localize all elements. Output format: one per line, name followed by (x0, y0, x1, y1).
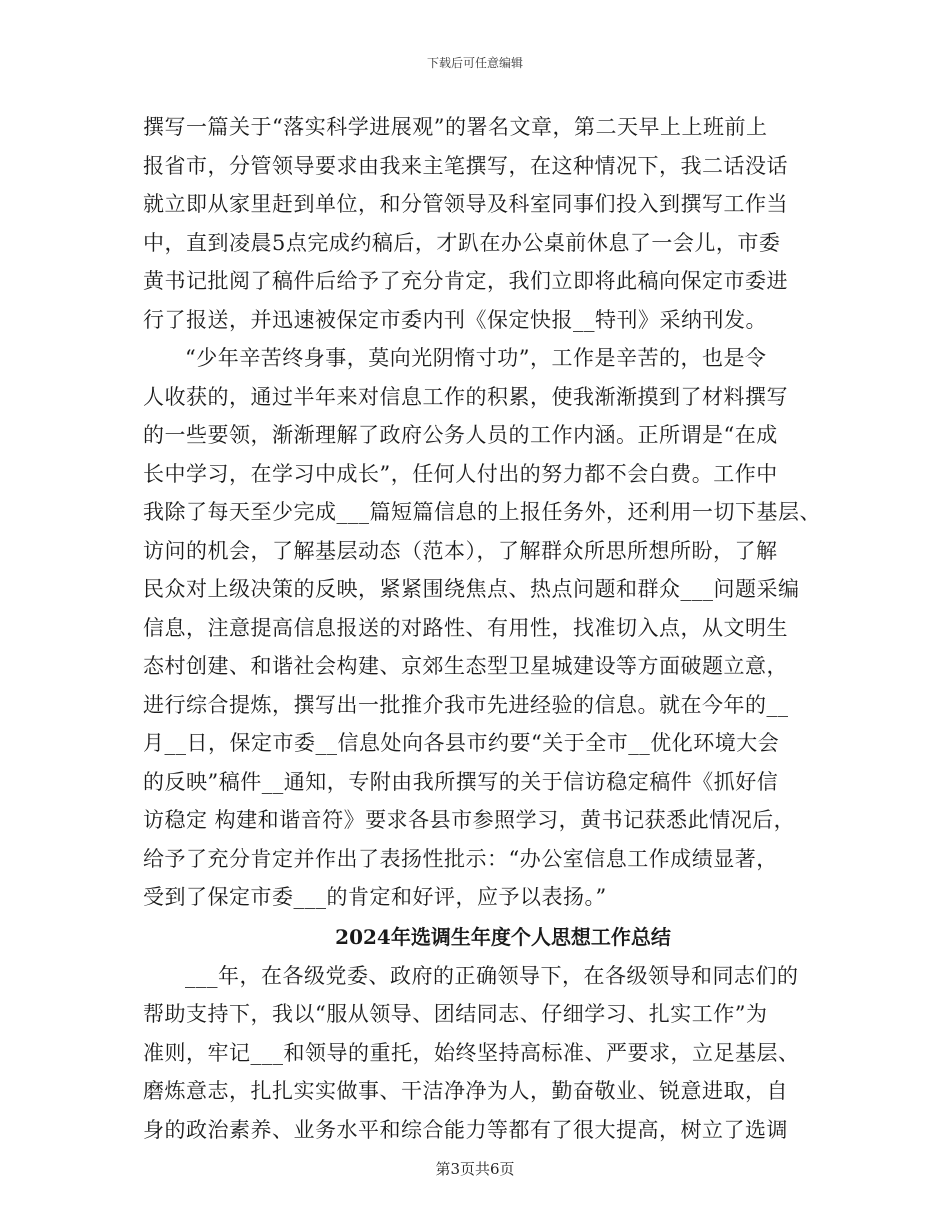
text-line: “少年辛苦终身事，莫向光阴惰寸功”，工作是辛苦的，也是令 (185, 346, 767, 370)
text-line: 态村创建、和谐社会构建、京郊生态型卫星城建设等方面破题立意， (143, 654, 788, 678)
page-indicator: 第3页共6页 (435, 1160, 515, 1178)
paragraph-block-1 (143, 108, 823, 917)
text-line: ___年，在各级党委、政府的正确领导下，在各级领导和同志们的 (185, 963, 799, 988)
text-line: 报省市，分管领导要求由我来主笔撰写，在这种情况下，我二话没话 (143, 153, 788, 178)
text-line: 就立即从家里赶到单位，和分管领导及科室同事们投入到撰写工作当 (143, 192, 788, 216)
text-line: 访问的机会，了解基层动态（范本），了解群众所思所想所盼，了解 (143, 538, 778, 563)
text-line: 民众对上级决策的反映，紧紧围绕焦点、热点问题和群众___问题采编 (143, 577, 800, 601)
text-line: 黄书记批阅了稿件后给予了充分肯定，我们立即将此稿向保定市委进 (143, 269, 788, 293)
text-line: 进行综合提炼，撰写出一批推介我市先进经验的信息。就在今年的__ (143, 692, 789, 717)
text-line: 准则，牢记___和领导的重托，始终坚持高标准、严要求，立足基层、 (143, 1040, 800, 1065)
text-line: 月__日，保定市委__信息处向各县市约要“关于全市__优化环境大会 (143, 731, 780, 755)
text-line: 给予了充分肯定并作出了表扬性批示：“办公室信息工作成绩显著， (143, 846, 778, 871)
text-line: 身的政治素养、业务水平和综合能力等都有了很大提高，树立了选调 (143, 1117, 788, 1142)
text-line: 的一些要领，渐渐理解了政府公务人员的工作内涵。正所谓是“在成 (143, 423, 778, 447)
text-line: 长中学习，在学习中成长”，任何人付出的努力都不会白费。工作中 (143, 461, 778, 486)
text-line: 人收获的，通过半年来对信息工作的积累，使我渐渐摸到了材料撰写 (143, 384, 788, 409)
text-line: 撰写一篇关于“落实科学进展观”的署名文章，第二天早上上班前上 (143, 115, 768, 139)
text-line: 中，直到凌晨5点完成约稿后，才趴在办公桌前休息了一会儿，市委 (143, 230, 781, 255)
text-line: 信息，注意提高信息报送的对路性、有用性，找准切入点，从文明生 (143, 615, 788, 640)
text-line: 受到了保定市委___的肯定和好评，应予以表扬。” (143, 885, 607, 909)
text-line: 的反映”稿件__通知，专附由我所撰写的关于信访稳定稿件《抓好信 (143, 769, 779, 794)
section-title: 2024年选调生年度个人思想工作总结 (335, 924, 671, 949)
text-line: 访稳定 构建和谐音符》要求各县市参照学习，黄书记获悉此情况后， (143, 808, 796, 832)
text-line: 行了报送，并迅速被保定市委内刊《保定快报__特刊》采纳刊发。 (143, 307, 767, 332)
header-note: 下载后可任意编辑 (426, 56, 523, 70)
text-line: 我除了每天至少完成___篇短篇信息的上报任务外，还利用一切下基层、 (143, 500, 821, 524)
text-line: 帮助支持下，我以“服从领导、团结同志、仔细学习、扎实工作”为 (143, 1002, 768, 1026)
document-body (143, 108, 823, 1149)
text-line: 磨炼意志，扎扎实实做事、干洁净净为人，勤奋敬业、锐意进取，自 (143, 1079, 788, 1103)
paragraph-block-2 (143, 957, 823, 1150)
